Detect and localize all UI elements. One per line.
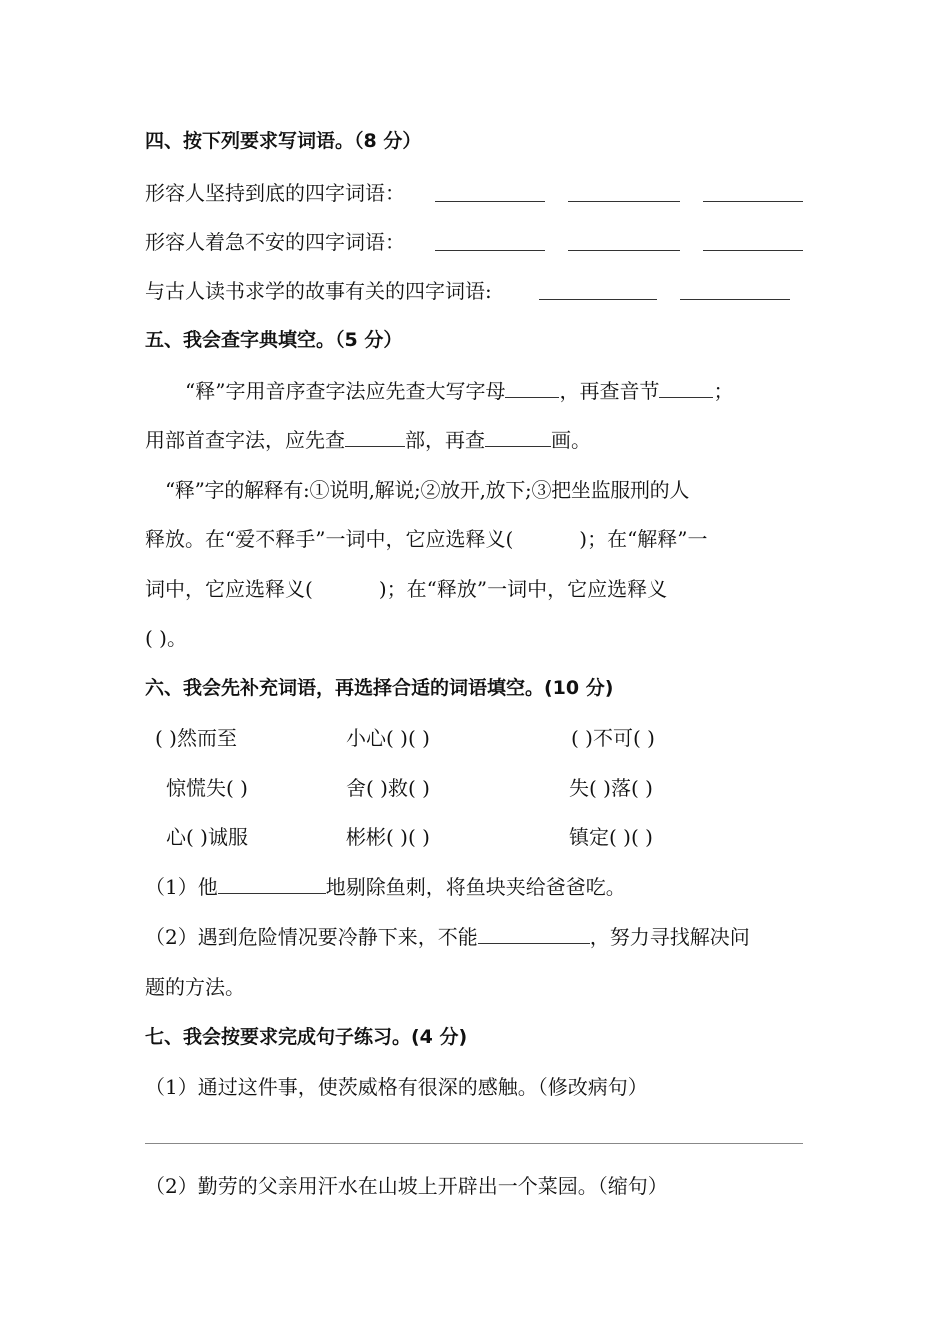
section-6-s2b: ，努力寻找解决问 — [589, 925, 750, 949]
word-item: 彬彬( )( ) — [346, 825, 430, 849]
section-6-s2a: （2）遇到危险情况要冷静下来，不能 — [145, 925, 478, 949]
word-item: ( )然而至 — [155, 726, 237, 750]
section-5-p4b: )；在“解释”一 — [579, 527, 708, 551]
word-item: ( )不可( ) — [571, 726, 655, 750]
section-4-q2-text: 形容人着急不安的四字词语： — [145, 230, 405, 254]
section-6-s1b: 地剔除鱼刺，将鱼块夹给爸爸吃。 — [325, 875, 626, 899]
section-4-q3 — [145, 277, 492, 305]
section-5-p2b: 部，再查 — [405, 428, 485, 452]
section-6-title: 六、我会先补充词语，再选择合适的词语填空。(10 分) — [145, 677, 614, 699]
answer-blank[interactable] — [505, 377, 559, 398]
section-7-title: 七、我会按要求完成句子练习。(4 分) — [145, 1026, 468, 1048]
section-4-q3-text: 与古人读书求学的故事有关的四字词语: — [145, 279, 492, 303]
answer-blank[interactable] — [435, 181, 545, 202]
answer-blank[interactable] — [485, 426, 551, 447]
section-5-p1c: ； — [713, 379, 734, 403]
section-5-title: 五、我会查字典填空。（5 分） — [145, 329, 403, 351]
word-item: 心( )诚服 — [166, 825, 248, 849]
section-5-p4 — [145, 525, 708, 553]
answer-blank[interactable] — [345, 426, 405, 447]
section-5-p1a: “释”字用音序查字法应先查大写字母 — [185, 379, 506, 403]
word-item: 镇定( )( ) — [569, 825, 653, 849]
section-5-p2 — [145, 426, 591, 454]
section-5-p5 — [145, 575, 667, 603]
word-item: 舍( )救( ) — [346, 776, 430, 800]
section-5-p3: “释”字的解释有:①说明,解说;②放开,放下;③把坐监服刑的人 — [165, 478, 690, 502]
answer-blank[interactable] — [435, 230, 545, 251]
word-item: 小心( )( ) — [346, 726, 430, 750]
answer-blank[interactable] — [478, 923, 590, 944]
answer-blank[interactable] — [539, 279, 657, 300]
section-4-title: 四、按下列要求写词语。（8 分） — [145, 130, 422, 152]
word-item: 失( )落( ) — [569, 776, 653, 800]
section-7-q1: （1）通过这件事，使茨威格有很深的感触。（修改病句） — [145, 1075, 648, 1099]
section-5-p2c: 画。 — [551, 428, 591, 452]
section-5-p5a: 词中，它应选释义( — [145, 577, 313, 601]
section-5-p5b: )；在“释放”一词中，它应选释义 — [378, 577, 668, 601]
answer-blank[interactable] — [703, 230, 803, 251]
answer-blank[interactable] — [703, 181, 803, 202]
answer-blank[interactable] — [680, 279, 790, 300]
section-5-p2a: 用部首查字法，应先查 — [145, 428, 345, 452]
section-5-p4a: 释放。在“爱不释手”一词中，它应选释义( — [145, 527, 514, 551]
section-5-p1b: ，再查音节 — [559, 379, 660, 403]
answer-blank[interactable] — [218, 873, 326, 894]
section-4-q1-text: 形容人坚持到底的四字词语： — [145, 181, 405, 205]
section-6-s1a: （1）他 — [145, 875, 218, 899]
word-item: 惊慌失( ) — [166, 776, 248, 800]
answer-blank[interactable] — [568, 230, 680, 251]
section-6-s1 — [145, 873, 626, 901]
answer-blank[interactable] — [659, 377, 713, 398]
section-4-q2 — [145, 228, 405, 256]
section-6-s2c: 题的方法。 — [145, 975, 245, 999]
section-6-s2 — [145, 923, 750, 951]
section-5-p1 — [185, 377, 733, 405]
section-5-p6: ( )。 — [145, 626, 187, 650]
section-7-q2: （2）勤劳的父亲用汗水在山坡上开辟出一个菜园。（缩句） — [145, 1174, 668, 1198]
section-4-q1 — [145, 179, 405, 207]
answer-line[interactable] — [145, 1143, 803, 1144]
answer-blank[interactable] — [568, 181, 680, 202]
